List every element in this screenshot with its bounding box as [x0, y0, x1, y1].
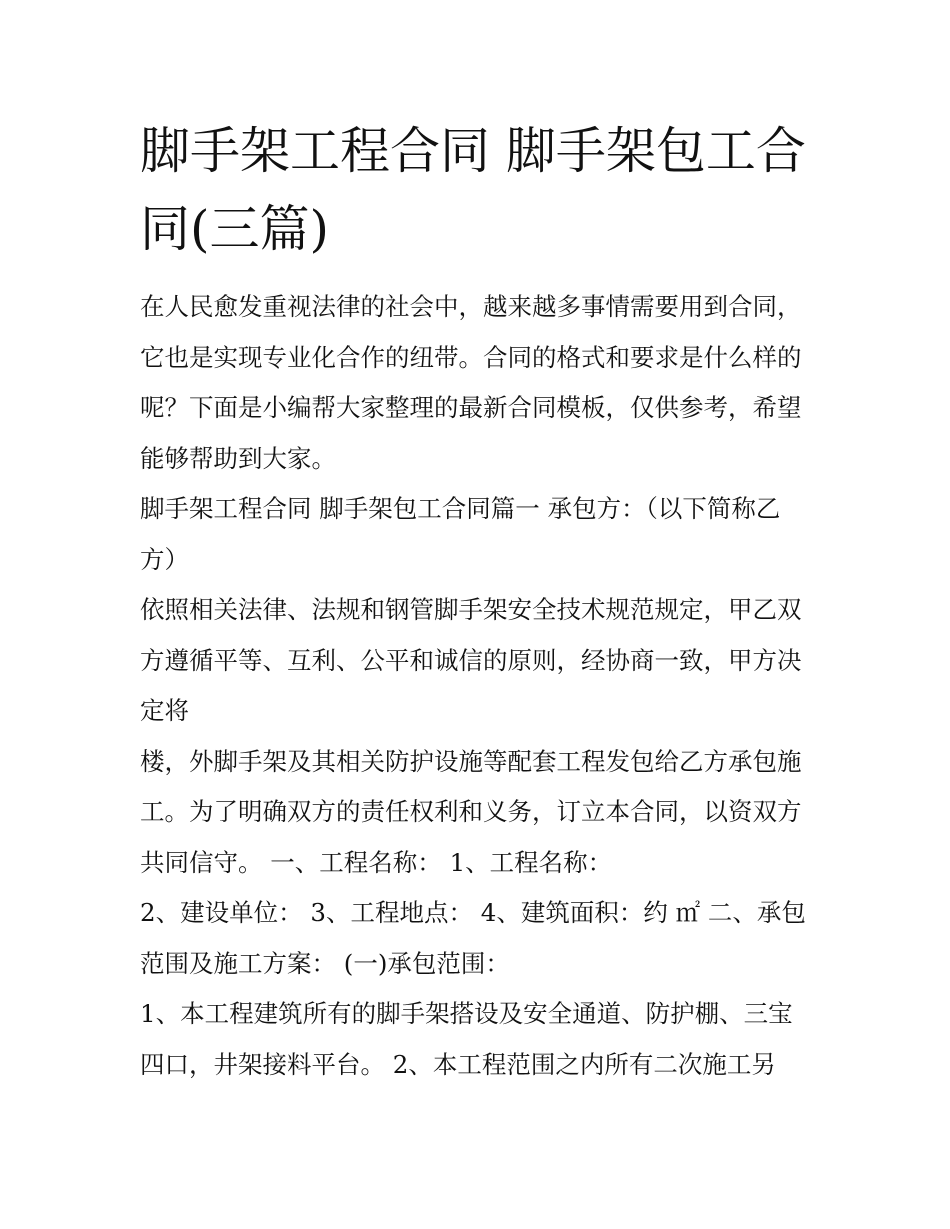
paragraph-project-scope — [140, 737, 820, 889]
text-line: 共同信守。 一、工程名称： 1、工程名称： — [140, 847, 613, 877]
text-line: 在人民愈发重视法律的社会中，越来越多事情需要用到合同， — [140, 292, 802, 321]
text-line: 呢？下面是小编帮大家整理的最新合同模板，仅供参考，希望 — [140, 393, 802, 422]
text-line: 四口，井架接料平台。 2、本工程范围之内所有二次施工另 — [140, 1049, 776, 1079]
text-line: 范围及施工方案： (一)承包范围： — [140, 948, 510, 978]
paragraph-intro — [140, 282, 820, 484]
text-line: 方遵循平等、互利、公平和诚信的原则，经协商一致，甲方决 — [140, 645, 802, 675]
text-line: 能够帮助到大家。 — [140, 443, 336, 473]
paragraph-legal-basis — [140, 585, 820, 737]
document-content — [140, 112, 820, 1090]
text-line: 工。为了明确双方的责任权利和义务，订立本合同，以资双方 — [140, 797, 802, 826]
text-line: 楼，外脚手架及其相关防护设施等配套工程发包给乙方承包施 — [140, 746, 802, 776]
text-line: 定将 — [140, 696, 189, 725]
text-line: 它也是实现专业化合作的纽带。合同的格式和要求是什么样的 — [140, 342, 802, 372]
document-title-text — [140, 112, 820, 268]
text-line: 2、建设单位： 3、工程地点： 4、建筑面积：约 ㎡ 二、承包 — [140, 898, 806, 927]
text-line: 脚手架工程合同 脚手架包工合同篇一 承包方：（以下简称乙 — [140, 494, 781, 523]
paragraph-project-info — [140, 888, 820, 989]
text-line: 依照相关法律、法规和钢管脚手架安全技术规范规定，甲乙双 — [140, 595, 802, 624]
paragraph-contract-heading — [140, 484, 820, 585]
text-line: 1、本工程建筑所有的脚手架搭设及安全通道、防护棚、三宝 — [140, 999, 793, 1028]
document-title — [140, 112, 820, 268]
title-line: 脚手架工程合同 脚手架包工合 — [140, 122, 806, 180]
title-line: 同(三篇) — [140, 200, 330, 258]
paragraph-contract-range — [140, 989, 820, 1090]
text-line: 方） — [140, 544, 189, 574]
